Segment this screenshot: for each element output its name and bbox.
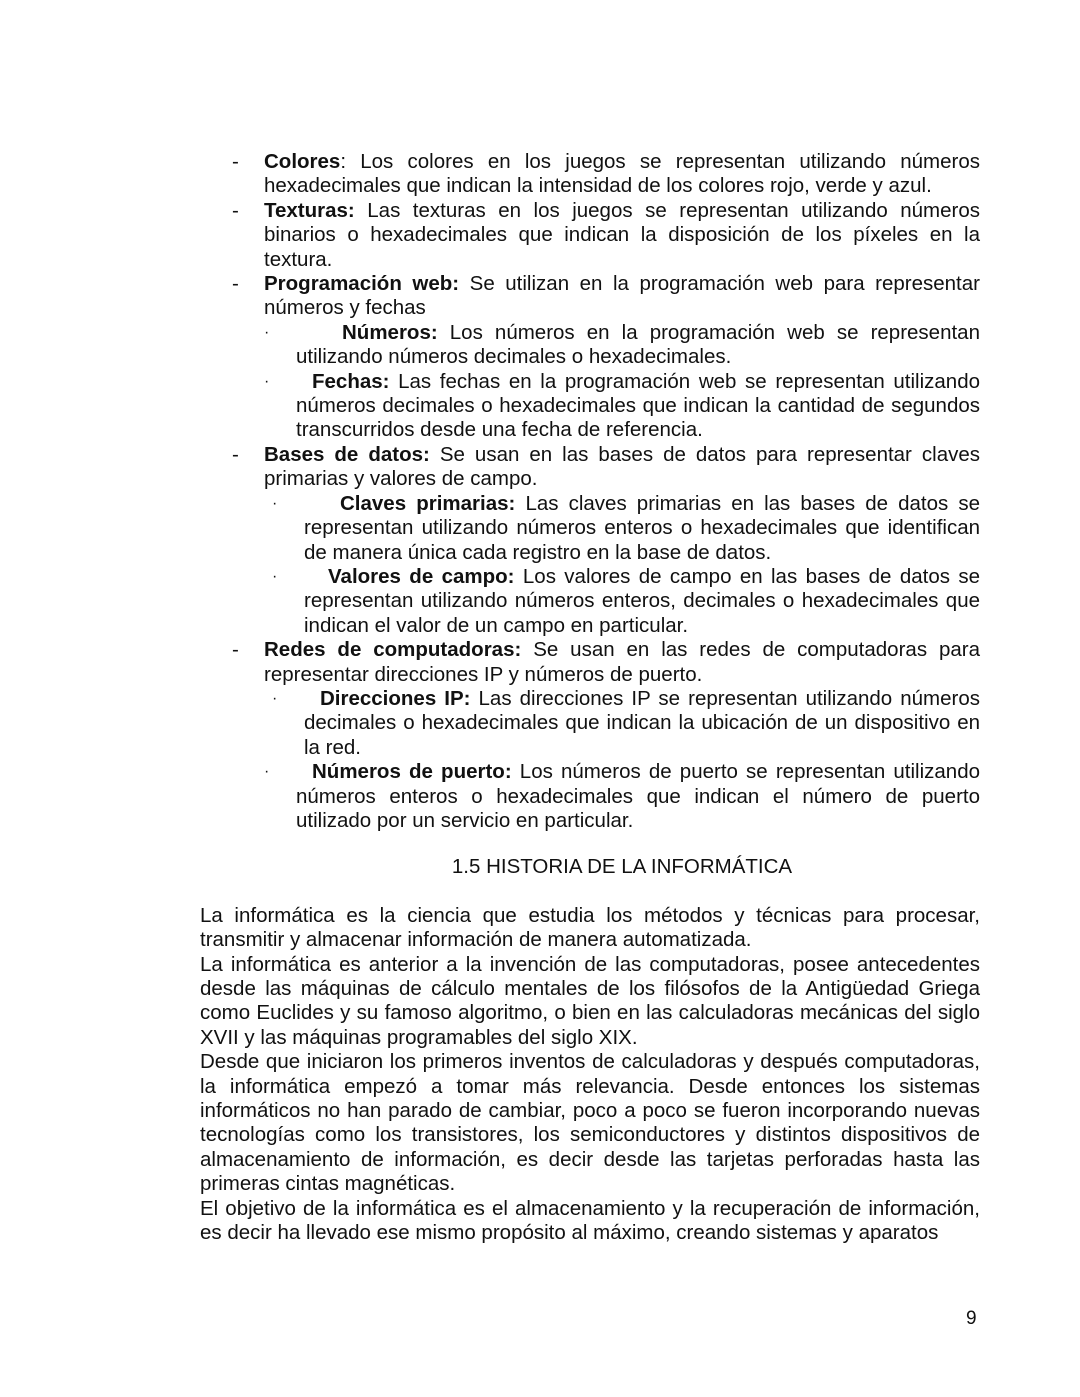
term-separator bbox=[389, 370, 398, 393]
term-separator bbox=[470, 687, 478, 710]
term-separator bbox=[515, 565, 523, 588]
term-separator bbox=[521, 638, 533, 661]
term-separator bbox=[512, 760, 520, 783]
sub-item-direcciones-ip bbox=[200, 687, 980, 760]
page-number: 9 bbox=[966, 1308, 977, 1329]
item-text: Las texturas en los juegos se representan utilizando números binarios o hexadecimales que indican la disposición de los píxeles en la textura. bbox=[264, 198, 980, 271]
paragraph: Desde que iniciaron los primeros inventos de calculadoras y después computadoras, la informática empezó a tomar más relevancia. Desde entonces los sistemas informáticos no han parado de cambiar, poco a poco se fueron incorporando nuevas tecnologías como los transistores, los semiconductores y distintos dispositivos de almacenamiento de información, es decir desde las tarjetas perforadas hasta las primeras cintas magnéticas. bbox=[200, 1050, 980, 1196]
item-text: Las claves primarias en las bases de datos se representan utilizando números enteros o hexadecimales que identifican de manera única cada registro en la base de datos. bbox=[304, 491, 980, 564]
paragraph: La informática es la ciencia que estudia los métodos y técnicas para procesar, transmitir y almacenar información de manera automatizada. bbox=[200, 903, 980, 952]
item-text: Los números de puerto se representan utilizando números enteros o hexadecimales que indican el número de puerto utilizado por un servicio en particular. bbox=[296, 760, 980, 832]
item-text: Las direcciones IP se representan utilizando números decimales o hexadecimales que indican la ubicación de un dispositivo en la red. bbox=[304, 686, 980, 759]
sub-item-numeros bbox=[200, 321, 980, 370]
term-numeros: Números: bbox=[342, 320, 438, 344]
dot-bullet: · bbox=[264, 323, 270, 341]
list-item-redes-de-computadoras bbox=[200, 638, 980, 687]
list-item-texturas bbox=[200, 199, 980, 272]
page-content bbox=[200, 150, 980, 1245]
item-text: Se usan en las redes de computadoras para representar direcciones IP y números de puerto. bbox=[264, 638, 980, 686]
dot-bullet: · bbox=[264, 763, 270, 781]
term-separator bbox=[355, 199, 368, 222]
term-numeros-de-puerto: Números de puerto: bbox=[312, 760, 512, 784]
dot-bullet: · bbox=[272, 567, 278, 585]
dash-bullet: - bbox=[232, 442, 239, 466]
dash-bullet: - bbox=[232, 198, 239, 222]
section-title: 1.5 HISTORIA DE LA INFORMÁTICA bbox=[451, 855, 793, 879]
item-text: Las fechas en la programación web se representan utilizando números decimales o hexadecimales que indican la cantidad de segundos transcurridos desde una fecha de referencia. bbox=[296, 369, 980, 442]
term-direcciones-ip: Direcciones IP: bbox=[320, 686, 471, 710]
dash-bullet: - bbox=[232, 272, 239, 296]
term-fechas: Fechas: bbox=[312, 369, 390, 393]
term-separator bbox=[438, 321, 450, 344]
dash-bullet: - bbox=[232, 638, 239, 662]
term-programacion-web: Programación web: bbox=[264, 272, 460, 296]
list-item-bases-de-datos bbox=[200, 443, 980, 492]
list-item-programacion-web bbox=[200, 272, 980, 321]
term-valores-de-campo: Valores de campo: bbox=[328, 564, 515, 588]
term-separator bbox=[459, 272, 470, 295]
item-text: Los valores de campo en las bases de datos se representan utilizando números enteros, decimales o hexadecimales que indican el valor de un campo en particular. bbox=[304, 564, 980, 637]
dot-bullet: · bbox=[272, 689, 278, 707]
term-separator bbox=[430, 443, 440, 466]
term-texturas: Texturas: bbox=[264, 198, 355, 222]
item-text: Se utilizan en la programación web para representar números y fechas bbox=[264, 272, 980, 320]
term-claves-primarias: Claves primarias: bbox=[340, 491, 516, 515]
term-redes-de-computadoras: Redes de computadoras: bbox=[264, 638, 522, 662]
sub-item-claves-primarias bbox=[200, 492, 980, 565]
paragraph: El objetivo de la informática es el almacenamiento y la recuperación de información, es decir ha llevado ese mismo propósito al máximo, creando sistemas y aparatos bbox=[200, 1196, 980, 1245]
item-text: Los colores en los juegos se representan utilizando números hexadecimales que indican la intensidad de los colores rojo, verde y azul. bbox=[264, 150, 980, 198]
list-item-colores bbox=[200, 150, 980, 199]
item-text: Se usan en las bases de datos para representar claves primarias y valores de campo. bbox=[264, 442, 980, 491]
item-text: Los números en la programación web se representan utilizando números decimales o hexadecimales. bbox=[296, 320, 980, 369]
dot-bullet: · bbox=[272, 494, 278, 512]
term-separator bbox=[515, 492, 525, 515]
dash-bullet: - bbox=[232, 150, 239, 173]
term-separator: : bbox=[340, 150, 361, 173]
term-colores: Colores bbox=[264, 150, 341, 173]
sub-item-valores-de-campo bbox=[200, 565, 980, 638]
term-bases-de-datos: Bases de datos: bbox=[264, 442, 430, 466]
sub-item-numeros-de-puerto bbox=[200, 760, 980, 833]
sub-item-fechas bbox=[200, 370, 980, 443]
dot-bullet: · bbox=[264, 372, 270, 390]
paragraph: La informática es anterior a la invención de las computadoras, posee antecedentes desde las máquinas de cálculo mentales de los filósofos de la Antigüedad Griega como Euclides y su famoso algoritmo, o bien en las calculadoras mecánicas del siglo XVII y las máquinas programables del siglo XIX. bbox=[200, 952, 980, 1049]
